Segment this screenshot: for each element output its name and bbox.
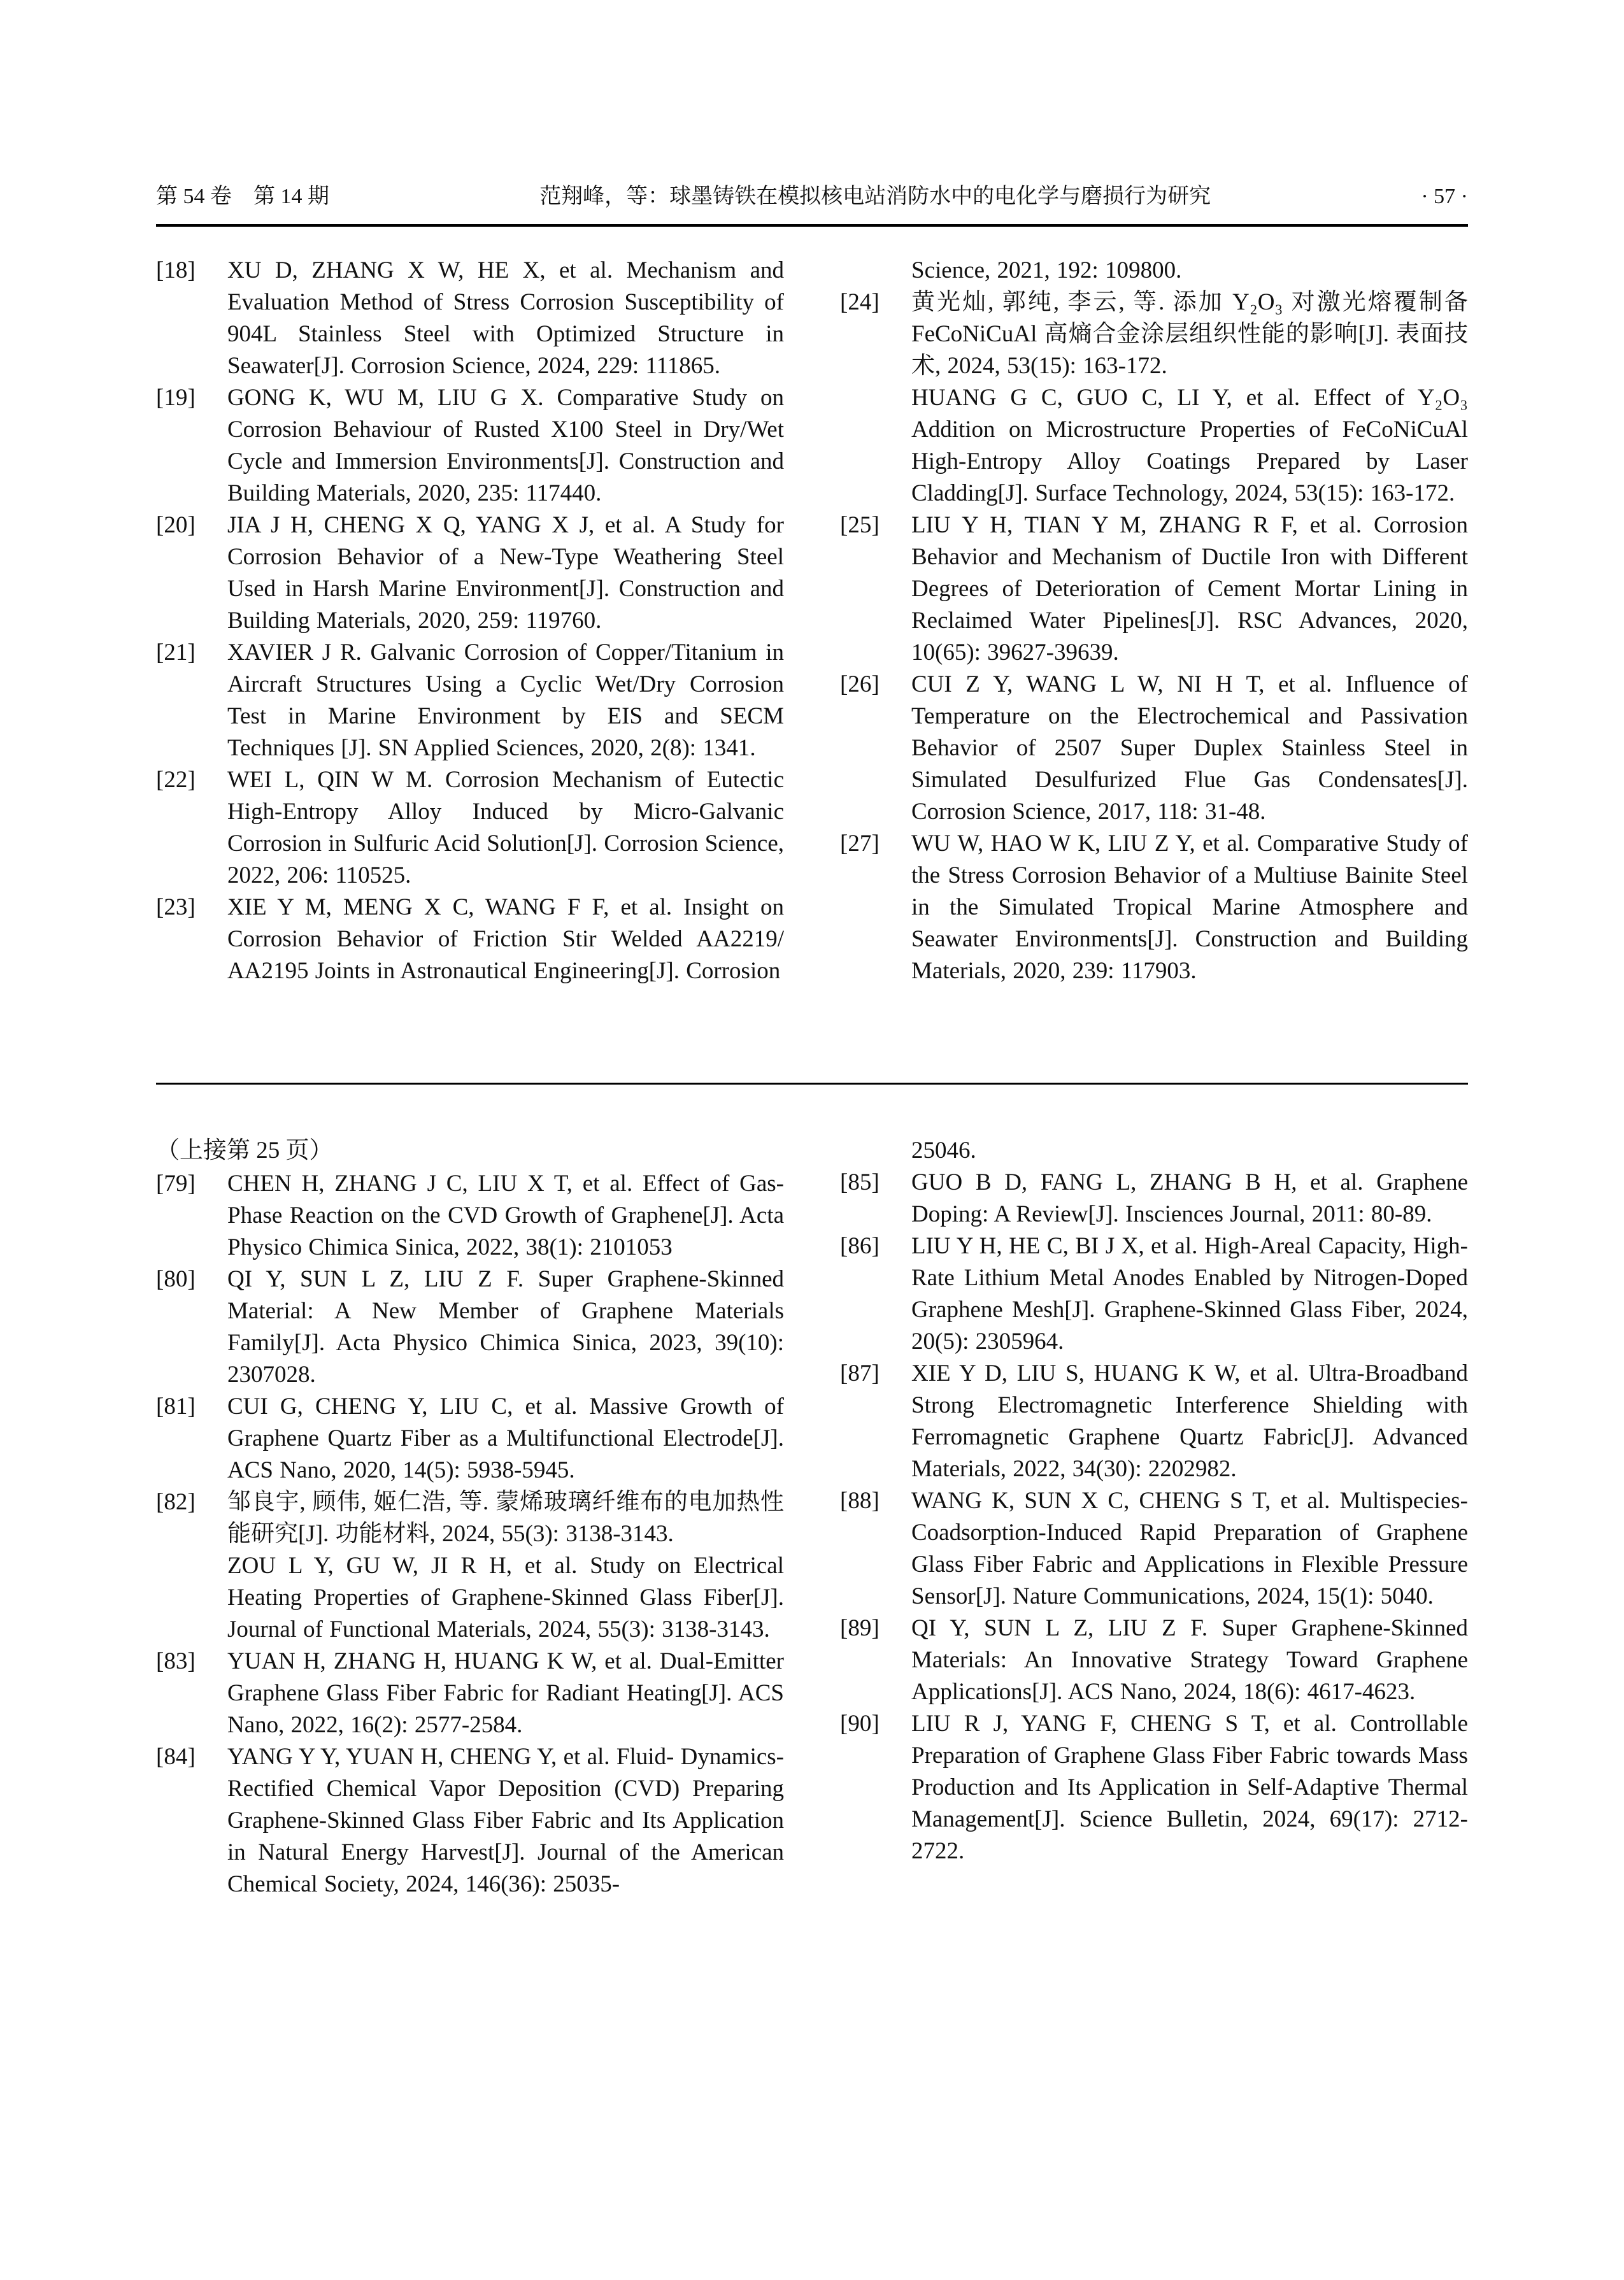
reference-text: XIE Y M, MENG X C, WANG F F, et al. Insight on Corrosion Behavior of Friction Stir Welded AA2219/ AA2195 Joints in Astronautical Engineering[J]. Corrosion	[227, 894, 784, 984]
reference-list	[156, 255, 784, 987]
reference-item	[840, 1485, 1468, 1613]
reference-text: LIU Y H, HE C, BI J X, et al. High-Areal Capacity, High-Rate Lithium Metal Anodes Enabled by Nitrogen-Doped Graphene Mesh[J]. Graphene-Skinned Glass Fiber, 2024, 20(5): 2305964.	[911, 1233, 1468, 1355]
reference-text: WEI L, QIN W M. Corrosion Mechanism of Eutectic High-Entropy Alloy Induced by Micro-Galvanic Corrosion in Sulfuric Acid Solution[J]. Corrosion Science, 2022, 206: 110525.	[227, 767, 784, 888]
reference-number: [88]	[840, 1488, 880, 1514]
reference-item	[840, 287, 1468, 382]
reference-number: [90]	[840, 1711, 880, 1737]
reference-text: XIE Y D, LIU S, HUANG K W, et al. Ultra-Broadband Strong Electromagnetic Interference Shielding with Ferromagnetic Graphene Quartz Fabric[J]. Advanced Materials, 2022, 34(30): 2202982.	[911, 1360, 1468, 1482]
page-header	[156, 183, 1468, 227]
reference-number: [80]	[156, 1266, 196, 1292]
reference-number: [27]	[840, 830, 880, 857]
reference-item	[840, 669, 1468, 828]
reference-text: LIU R J, YANG F, CHENG S T, et al. Controllable Preparation of Graphene Glass Fiber Fabric towards Mass Production and Its Application in Self-Adaptive Thermal Management[J]. Science Bulletin, 2024, 69(17): 2712-2722.	[911, 1711, 1468, 1864]
reference-item	[840, 1708, 1468, 1867]
reference-item	[840, 1358, 1468, 1485]
reference-item	[156, 255, 784, 382]
reference-text: LIU Y H, TIAN Y M, ZHANG R F, et al. Corrosion Behavior and Mechanism of Ductile Iron with Different Degrees of Deterioration of Cement Mortar Lining in Reclaimed Water Pipelines[J]. RSC Advances, 2020, 10(65): 39627-39639.	[911, 512, 1468, 666]
reference-item	[156, 382, 784, 509]
reference-item	[156, 892, 784, 987]
reference-item	[840, 1613, 1468, 1708]
bottom-left-column	[156, 1135, 784, 1900]
reference-text: XAVIER J R. Galvanic Corrosion of Copper/Titanium in Aircraft Structures Using a Cyclic Wet/Dry Corrosion Test in Marine Environment by EIS and SECM Techniques [J]. SN Applied Sciences, 2020, 2(8): 1341.	[227, 639, 784, 761]
reference-text: 黄光灿, 郭纯, 李云, 等. 添加 Y₂O₃ 对激光熔覆制备 FeCoNiCuAl 高熵合金涂层组织性能的影响[J]. 表面技术, 2024, 53(15): 163-172.	[911, 289, 1468, 379]
reference-number: [85]	[840, 1169, 880, 1195]
top-left-column	[156, 255, 784, 987]
reference-number: [82]	[156, 1489, 196, 1515]
reference-list	[840, 255, 1468, 987]
reference-number: [25]	[840, 512, 880, 538]
reference-number: [20]	[156, 512, 196, 538]
reference-item	[840, 1167, 1468, 1230]
reference-item	[156, 1646, 784, 1741]
bottom-right-column	[840, 1135, 1468, 1900]
reference-number: [79]	[156, 1171, 196, 1197]
reference-item	[156, 1391, 784, 1486]
reference-text: QI Y, SUN L Z, LIU Z F. Super Graphene-Skinned Materials: An Innovative Strategy Toward Graphene Applications[J]. ACS Nano, 2024, 18(6): 4617-4623.	[911, 1615, 1468, 1705]
reference-number: [81]	[156, 1393, 196, 1420]
reference-text: YANG Y Y, YUAN H, CHENG Y, et al. Fluid- Dynamics-Rectified Chemical Vapor Deposition (CVD) Preparing Graphene-Skinned Glass Fiber Fabric and Its Application in Natural Energy Harvest[J]. Journal of the American Chemical Society, 2024, 146(36): 25035-	[227, 1744, 784, 1897]
reference-item	[156, 1741, 784, 1900]
reference-text: ZOU L Y, GU W, JI R H, et al. Study on Electrical Heating Properties of Graphene-Skinned Glass Fiber[J]. Journal of Functional Materials, 2024, 55(3): 3138-3143.	[227, 1553, 784, 1642]
reference-number: [84]	[156, 1744, 196, 1770]
reference-item	[156, 1264, 784, 1391]
reference-item	[156, 764, 784, 892]
reference-item	[156, 509, 784, 637]
reference-number: [26]	[840, 671, 880, 697]
reference-text: CHEN H, ZHANG J C, LIU X T, et al. Effect of Gas-Phase Reaction on the CVD Growth of Graphene[J]. Acta Physico Chimica Sinica, 2022, 38(1): 2101053	[227, 1171, 784, 1260]
reference-number: [83]	[156, 1648, 196, 1674]
reference-text: YUAN H, ZHANG H, HUANG K W, et al. Dual-Emitter Graphene Glass Fiber Fabric for Radiant Heating[J]. ACS Nano, 2022, 16(2): 2577-2584.	[227, 1648, 784, 1738]
reference-text: GONG K, WU M, LIU G X. Comparative Study on Corrosion Behaviour of Rusted X100 Steel in Dry/Wet Cycle and Immersion Environments[J]. Construction and Building Materials, 2020, 235: 117440.	[227, 385, 784, 506]
header-page-number: · 57 ·	[1421, 185, 1468, 208]
reference-text: WANG K, SUN X C, CHENG S T, et al. Multispecies-Coadsorption-Induced Rapid Preparation of Graphene Glass Fiber Fabric and Applications in Flexible Pressure Sensor[J]. Nature Communications, 2024, 15(1): 5040.	[911, 1488, 1468, 1609]
reference-item	[840, 1135, 1468, 1167]
reference-item	[840, 509, 1468, 669]
reference-number: [24]	[840, 289, 880, 315]
reference-text: QI Y, SUN L Z, LIU Z F. Super Graphene-Skinned Material: A New Member of Graphene Materials Family[J]. Acta Physico Chimica Sinica, 2023, 39(10): 2307028.	[227, 1266, 784, 1388]
reference-number: [86]	[840, 1233, 880, 1259]
reference-text: GUO B D, FANG L, ZHANG B H, et al. Graphene Doping: A Review[J]. Insciences Journal, 2011: 80-89.	[911, 1169, 1468, 1227]
reference-item	[156, 1168, 784, 1264]
reference-item	[840, 382, 1468, 509]
reference-number: [19]	[156, 385, 196, 411]
reference-list	[840, 1135, 1468, 1867]
continuation-note: （上接第 25 页）	[156, 1137, 333, 1164]
reference-text: XU D, ZHANG X W, HE X, et al. Mechanism and Evaluation Method of Stress Corrosion Susceptibility of 904L Stainless Steel with Optimized Structure in Seawater[J]. Corrosion Science, 2024, 229: 111865.	[227, 257, 784, 379]
references-section-top	[156, 255, 1468, 987]
reference-text: 25046.	[911, 1137, 976, 1164]
top-right-column	[840, 255, 1468, 987]
reference-item	[840, 255, 1468, 287]
reference-text: 邹良宇, 顾伟, 姬仁浩, 等. 蒙烯玻璃纤维布的电加热性能研究[J]. 功能材料, 2024, 55(3): 3138-3143.	[227, 1489, 784, 1547]
reference-list	[156, 1168, 784, 1900]
reference-number: [21]	[156, 639, 196, 666]
reference-text: JIA J H, CHENG X Q, YANG X J, et al. A Study for Corrosion Behavior of a New-Type Weathering Steel Used in Harsh Marine Environment[J]. Construction and Building Materials, 2020, 259: 119760.	[227, 512, 784, 634]
header-volume-issue: 第 54 卷 第 14 期	[156, 185, 329, 208]
reference-number: [22]	[156, 767, 196, 793]
reference-item	[156, 1550, 784, 1646]
reference-item	[156, 637, 784, 764]
reference-item	[156, 1486, 784, 1550]
header-article-title: 范翔峰，等：球墨铸铁在模拟核电站消防水中的电化学与磨损行为研究	[539, 185, 1211, 208]
reference-number: [18]	[156, 257, 196, 283]
section-divider	[156, 1083, 1468, 1085]
reference-text: CUI G, CHENG Y, LIU C, et al. Massive Growth of Graphene Quartz Fiber as a Multifunctional Electrode[J]. ACS Nano, 2020, 14(5): 5938-5945.	[227, 1393, 784, 1483]
reference-text: Science, 2021, 192: 109800.	[911, 257, 1182, 283]
reference-text: CUI Z Y, WANG L W, NI H T, et al. Influence of Temperature on the Electrochemical and Passivation Behavior of 2507 Super Duplex Stainless Steel in Simulated Desulfurized Flue Gas Condensates[J]. Corrosion Science, 2017, 118: 31-48.	[911, 671, 1468, 825]
reference-number: [23]	[156, 894, 196, 920]
reference-item	[840, 1230, 1468, 1358]
reference-item	[840, 828, 1468, 987]
references-section-continued	[156, 1135, 1468, 1900]
reference-text: HUANG G C, GUO C, LI Y, et al. Effect of Y₂O₃ Addition on Microstructure Properties of FeCoNiCuAl High-Entropy Alloy Coatings Prepared by Laser Cladding[J]. Surface Technology, 2024, 53(15): 163-172.	[911, 385, 1468, 506]
reference-text: WU W, HAO W K, LIU Z Y, et al. Comparative Study of the Stress Corrosion Behavior of a Multiuse Bainite Steel in the Simulated Tropical Marine Atmosphere and Seawater Environments[J]. Construction and Building Materials, 2020, 239: 117903.	[911, 830, 1468, 984]
reference-number: [87]	[840, 1360, 880, 1386]
reference-number: [89]	[840, 1615, 880, 1641]
